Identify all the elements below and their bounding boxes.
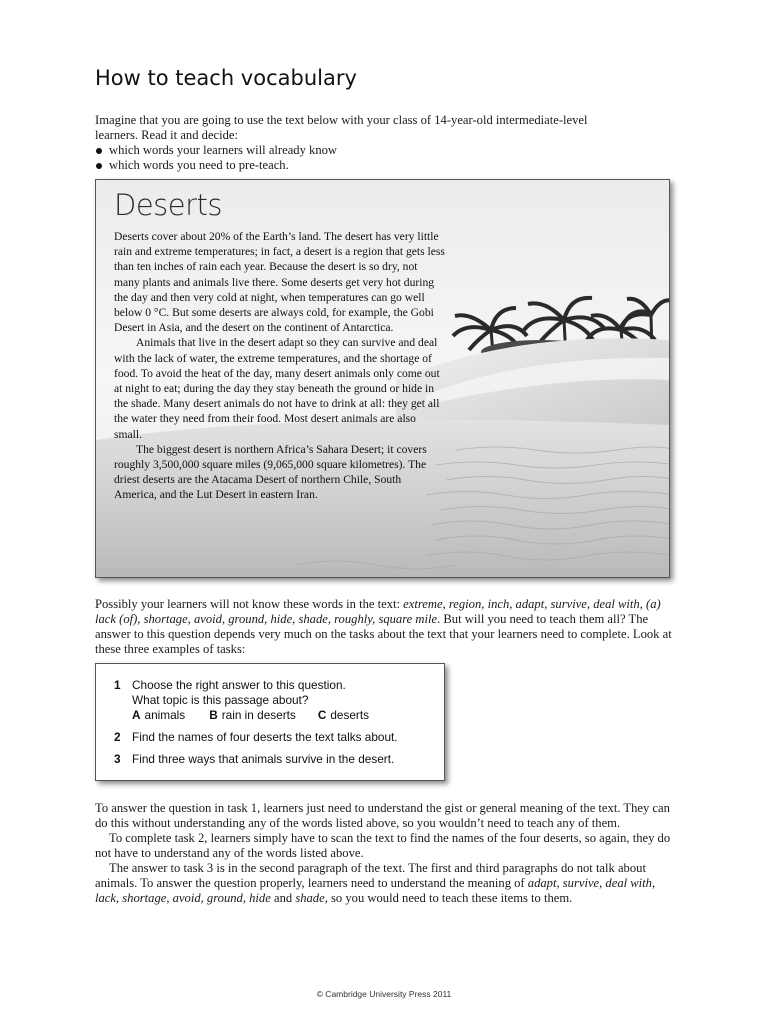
intro-text bbox=[95, 113, 675, 143]
vocab-para-rest: . But will you need to teach them all? The answer to this question depends very much on the tasks about the text that your learners need to complete. Look at these three examples of tasks: bbox=[95, 612, 672, 656]
task-1-instruction: Choose the right answer to this question. bbox=[132, 678, 346, 692]
explanation-paragraph-2: To complete task 2, learners simply have to scan the text to find the names of the four deserts, so again, they do not have to understand any of the words listed above. bbox=[95, 831, 671, 860]
deserts-paragraph-2: Animals that live in the desert adapt so they can survive and deal with the lack of water, the extreme temperatures, and the shortage of food. To avoid the heat of the day, many desert animals only come out at night to eat; during the day they stay beneath the ground or hide in the shade. Many desert animals do not have to drink at all: they get all the water they need from their food. Most desert animals are also small. bbox=[114, 336, 440, 441]
option-letter: B bbox=[209, 708, 218, 722]
explanation-p3-rest: , so you would need to teach these items to them. bbox=[324, 891, 573, 905]
explanation-p3-lead: The answer to task 3 is in the second paragraph of the text. The first and third paragraphs do not talk about animals. To answer the question properly, learners need to understand the meaning of bbox=[95, 861, 646, 890]
option-text: deserts bbox=[330, 708, 370, 722]
copyright-footer: © Cambridge University Press 2011 bbox=[316, 989, 452, 999]
task-2-text: Find the names of four deserts the text talks about. bbox=[132, 730, 398, 744]
deserts-paragraph-3: The biggest desert is northern Africa’s Sahara Desert; it covers roughly 3,500,000 square miles (9,065,000 square kilometres). The driest deserts are the Atacama Desert of northern Chile, South America, and the Lut Desert in eastern Iran. bbox=[114, 442, 427, 502]
option-b bbox=[209, 708, 296, 723]
task-1-question: What topic is this passage about? bbox=[132, 693, 309, 707]
intro-line-2: learners. Read it and decide: bbox=[95, 128, 239, 142]
option-c bbox=[318, 708, 369, 723]
tasks-box bbox=[95, 663, 445, 781]
option-letter: C bbox=[317, 708, 327, 722]
explanation-paragraph-3 bbox=[95, 861, 675, 906]
deserts-text bbox=[114, 229, 446, 503]
option-letter: A bbox=[132, 708, 141, 722]
intro bbox=[95, 113, 675, 173]
task-3-text: Find three ways that animals survive in the desert. bbox=[132, 752, 395, 766]
task-1-options bbox=[132, 708, 432, 723]
task-number: 1 bbox=[114, 678, 121, 692]
intro-bullet: which words you need to pre-teach. bbox=[95, 158, 675, 173]
page-title: How to teach vocabulary bbox=[95, 66, 357, 90]
option-text: rain in deserts bbox=[221, 708, 296, 722]
option-text: animals bbox=[144, 708, 186, 722]
deserts-heading: Deserts bbox=[114, 188, 223, 222]
explanation-word-shade: shade bbox=[295, 891, 325, 905]
vocabulary-paragraph bbox=[95, 597, 675, 657]
explanation bbox=[95, 801, 675, 906]
task-number: 2 bbox=[114, 730, 121, 744]
option-a bbox=[132, 708, 185, 723]
task-number: 3 bbox=[114, 752, 121, 766]
vocab-para-lead: Possibly your learners will not know these words in the text: bbox=[95, 597, 404, 611]
deserts-paragraph-1: Deserts cover about 20% of the Earth’s land. The desert has very little rain and extreme temperatures; in fact, a desert is a region that gets less than ten inches of rain each year. Because the desert is so dry, not many plants and animals live there. Some deserts get very hot during the day and then very cold at night, when temperatures can go well below 0 °C. But some deserts are always cold, for example, the Gobi Desert in Asia, and the desert on the continent of Antarctica. bbox=[114, 230, 445, 335]
deserts-reading-box bbox=[95, 179, 670, 578]
intro-bullet: which words your learners will already know bbox=[95, 143, 675, 158]
vocab-word-list: extreme, region, inch, adapt, survive, deal with, (a) lack (of), shortage, avoid, ground, hide, shade, roughly, square mile bbox=[95, 597, 661, 626]
explanation-paragraph-1: To answer the question in task 1, learners just need to understand the gist or general meaning of the text. They can do this without understanding any of the words listed above, so you wouldn’t need to teach any of them. bbox=[95, 801, 670, 830]
intro-bullets bbox=[95, 143, 675, 173]
explanation-and: and bbox=[270, 891, 296, 905]
intro-line-1: Imagine that you are going to use the text below with your class of 14-year-old intermediate-level bbox=[95, 113, 588, 127]
explanation-word-list: adapt, survive, deal with, lack, shortage, avoid, ground, hide bbox=[95, 876, 656, 905]
